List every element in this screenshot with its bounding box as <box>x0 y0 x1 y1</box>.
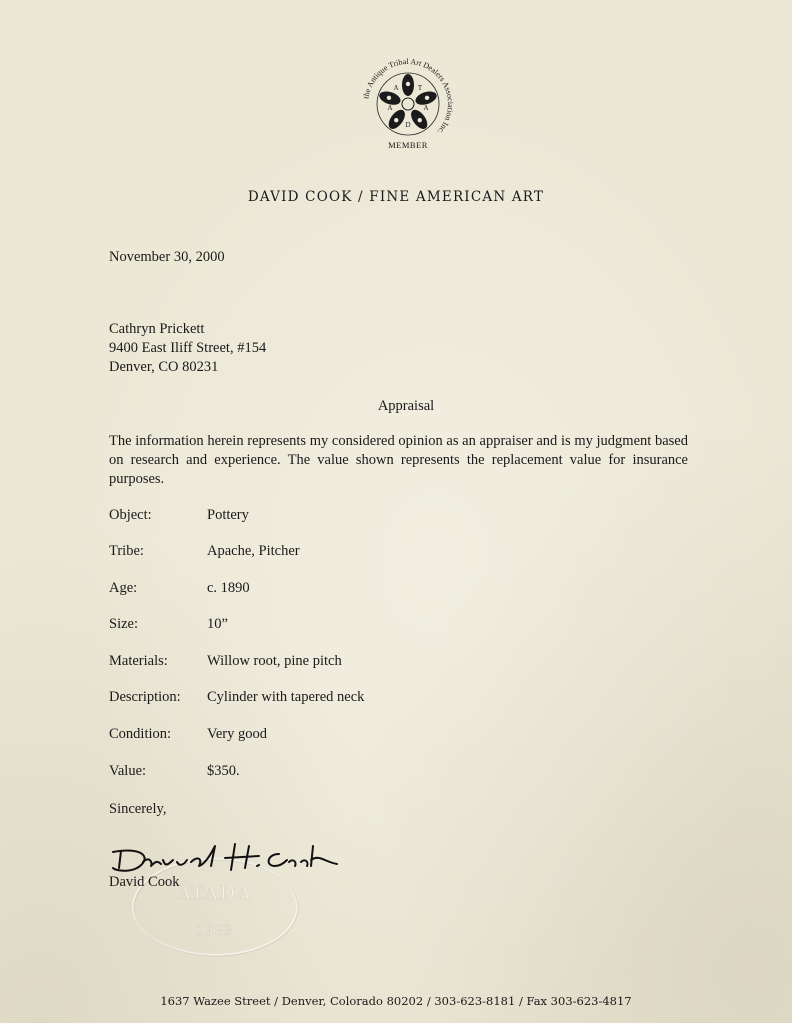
detail-row-size <box>109 615 228 633</box>
detail-label: Age: <box>109 580 138 596</box>
detail-label: Tribe: <box>109 543 144 559</box>
seal-member-label: MEMBER <box>388 140 428 150</box>
svg-text:A: A <box>387 104 393 112</box>
seal-ring-text: the Antique Tribal Art Dealers Association Inc. <box>361 56 456 137</box>
recipient-street: 9400 East Iliff Street, #154 <box>109 340 267 356</box>
detail-value: 10” <box>207 616 228 632</box>
detail-label: Materials: <box>109 653 168 669</box>
detail-label: Size: <box>109 616 138 632</box>
detail-value: Cylinder with tapered neck <box>207 689 365 705</box>
detail-label: Description: <box>109 689 181 705</box>
svg-text:A: A <box>393 84 399 92</box>
detail-value: c. 1890 <box>207 580 250 596</box>
letter-closing: Sincerely, <box>109 801 167 817</box>
svg-text:D: D <box>405 121 411 129</box>
detail-value: Pottery <box>207 507 249 523</box>
letterhead-footer-address: 1637 Wazee Street / Denver, Colorado 80202 / 303-623-8181 / Fax 303-623-4817 <box>160 994 632 1008</box>
detail-value: Apache, Pitcher <box>207 543 300 559</box>
detail-label: Object: <box>109 507 152 523</box>
letter-subject: Appraisal <box>377 398 435 414</box>
detail-row-age <box>109 579 250 597</box>
detail-label: Value: <box>109 763 147 779</box>
recipient-city: Denver, CO 80231 <box>109 359 219 375</box>
detail-row-materials <box>109 652 342 670</box>
detail-row-object <box>109 506 249 524</box>
detail-value: Willow root, pine pitch <box>207 653 342 669</box>
signer-name: David Cook <box>109 874 180 890</box>
detail-row-condition <box>109 725 267 743</box>
detail-label: Condition: <box>109 726 172 742</box>
svg-text:ATADA: ATADA <box>176 882 254 904</box>
recipient-name: Cathryn Prickett <box>109 321 205 337</box>
recipient-address <box>109 320 266 377</box>
detail-value: $350. <box>207 763 240 779</box>
appraisal-statement: The information herein represents my considered opinion as an appraiser and is my judgment based on research and experience. The value shown represents the replacement value for insurance purposes. <box>109 433 688 487</box>
svg-text:1983: 1983 <box>196 923 234 939</box>
detail-row-description <box>109 688 364 706</box>
detail-value: Very good <box>207 726 268 742</box>
letter-date: November 30, 2000 <box>109 249 225 265</box>
svg-text:T: T <box>417 84 423 92</box>
detail-row-value <box>109 762 240 780</box>
letterhead-title: DAVID COOK / FINE AMERICAN ART <box>247 189 545 205</box>
svg-text:A: A <box>423 104 429 112</box>
detail-row-tribe <box>109 542 300 560</box>
